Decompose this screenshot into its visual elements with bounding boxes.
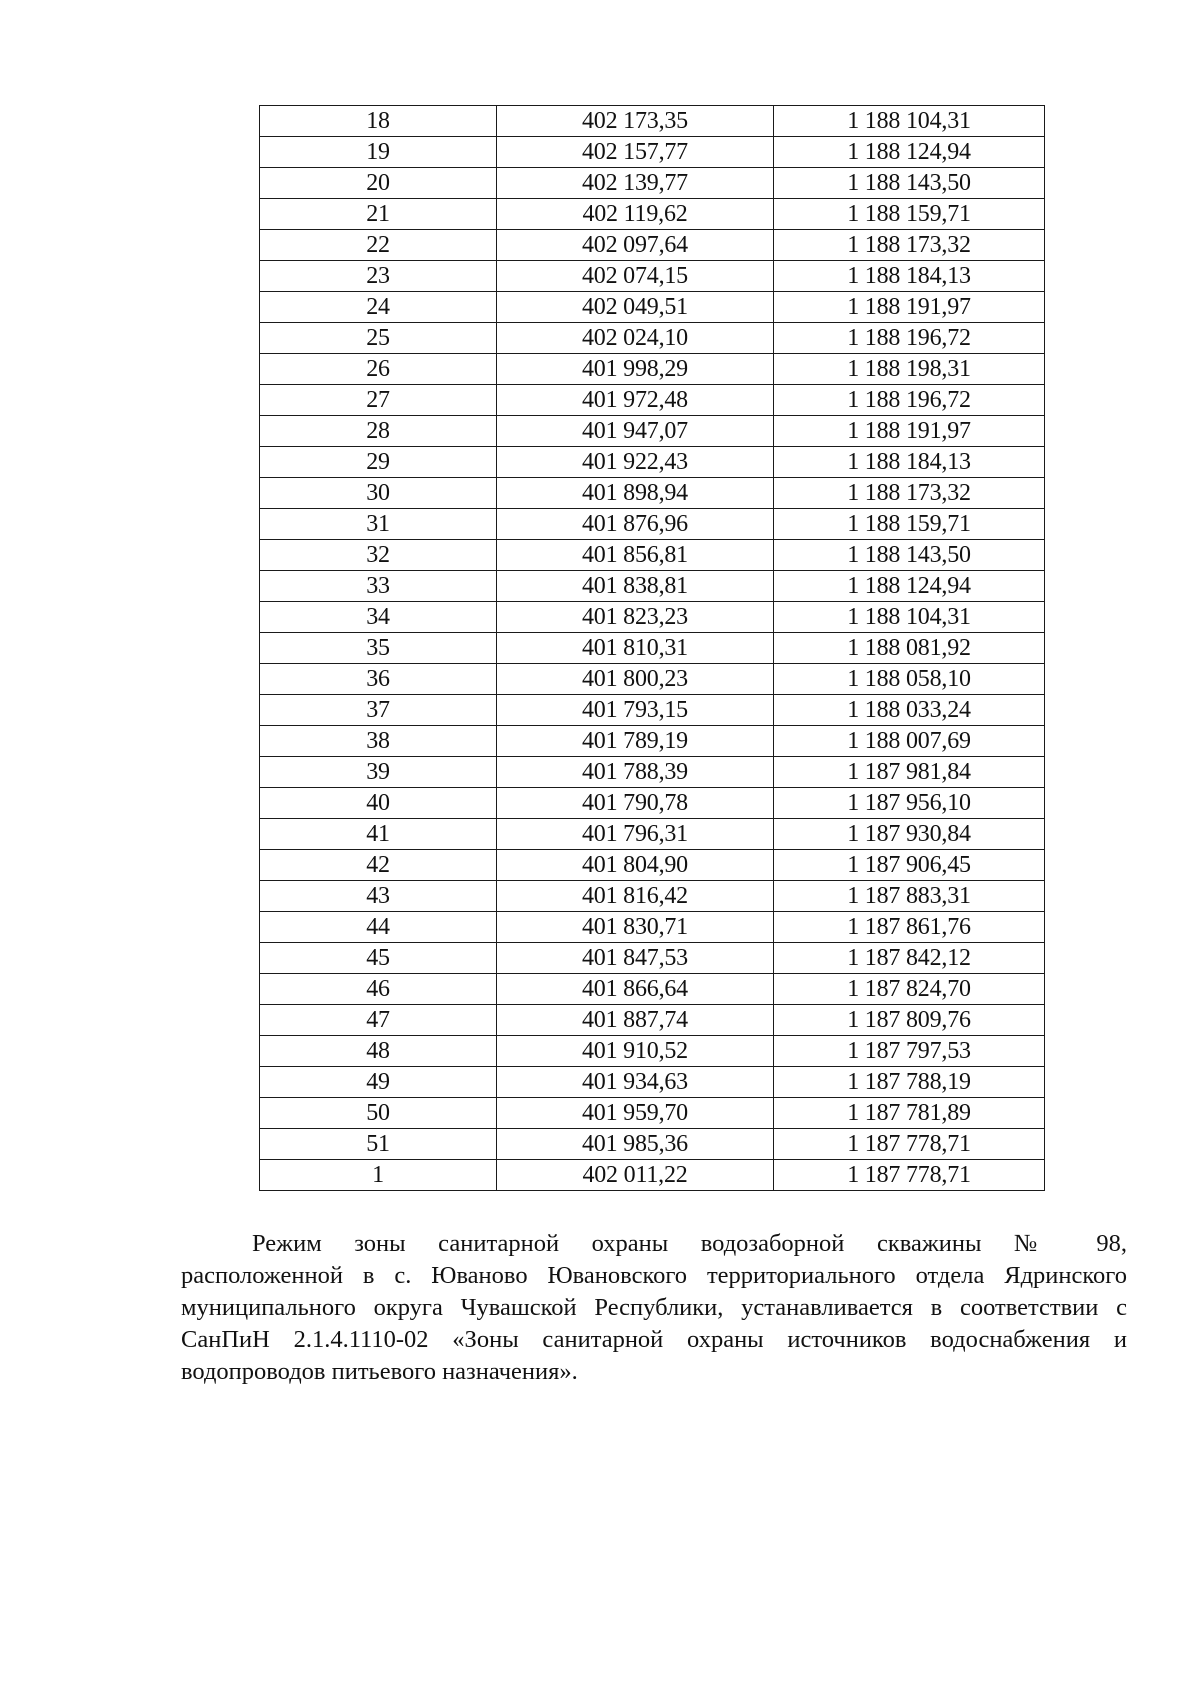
x-coordinate-cell: 401 947,07 (497, 416, 774, 447)
x-coordinate-cell: 401 796,31 (497, 819, 774, 850)
x-coordinate-cell: 402 097,64 (497, 230, 774, 261)
table-row (260, 695, 1045, 726)
y-coordinate-cell: 1 187 788,19 (774, 1067, 1045, 1098)
table-row (260, 137, 1045, 168)
table-row (260, 1005, 1045, 1036)
point-number-cell: 35 (260, 633, 497, 664)
y-coordinate-cell: 1 188 159,71 (774, 199, 1045, 230)
y-coordinate-cell: 1 188 104,31 (774, 602, 1045, 633)
y-coordinate-cell: 1 187 778,71 (774, 1160, 1045, 1191)
x-coordinate-cell: 401 985,36 (497, 1129, 774, 1160)
y-coordinate-cell: 1 188 058,10 (774, 664, 1045, 695)
point-number-cell: 45 (260, 943, 497, 974)
paragraph-line: водопроводов питьевого назначения». (181, 1358, 578, 1385)
point-number-cell: 43 (260, 881, 497, 912)
y-coordinate-cell: 1 188 173,32 (774, 230, 1045, 261)
paragraph-line (181, 1228, 1127, 1260)
y-coordinate-cell: 1 188 184,13 (774, 261, 1045, 292)
x-coordinate-cell: 401 800,23 (497, 664, 774, 695)
table-row (260, 106, 1045, 137)
y-coordinate-cell: 1 188 191,97 (774, 292, 1045, 323)
table-row (260, 1160, 1045, 1191)
y-coordinate-cell: 1 187 883,31 (774, 881, 1045, 912)
paragraph-line: расположенной в с. Юваново Ювановского территориального отдела Ядринского (181, 1262, 1127, 1289)
y-coordinate-cell: 1 187 956,10 (774, 788, 1045, 819)
y-coordinate-cell: 1 188 184,13 (774, 447, 1045, 478)
y-coordinate-cell: 1 188 124,94 (774, 571, 1045, 602)
x-coordinate-cell: 401 910,52 (497, 1036, 774, 1067)
table-row (260, 292, 1045, 323)
point-number-cell: 22 (260, 230, 497, 261)
point-number-cell: 40 (260, 788, 497, 819)
point-number-cell: 25 (260, 323, 497, 354)
x-coordinate-cell: 401 804,90 (497, 850, 774, 881)
table-row (260, 261, 1045, 292)
point-number-cell: 24 (260, 292, 497, 323)
y-coordinate-cell: 1 188 081,92 (774, 633, 1045, 664)
table-row (260, 354, 1045, 385)
table-row (260, 571, 1045, 602)
table-row (260, 664, 1045, 695)
point-number-cell: 42 (260, 850, 497, 881)
point-number-cell: 46 (260, 974, 497, 1005)
y-coordinate-cell: 1 188 104,31 (774, 106, 1045, 137)
point-number-cell: 48 (260, 1036, 497, 1067)
y-coordinate-cell: 1 188 143,50 (774, 540, 1045, 571)
table-row (260, 199, 1045, 230)
x-coordinate-cell: 401 972,48 (497, 385, 774, 416)
y-coordinate-cell: 1 188 007,69 (774, 726, 1045, 757)
point-number-cell: 19 (260, 137, 497, 168)
table-row (260, 974, 1045, 1005)
table-row (260, 602, 1045, 633)
y-coordinate-cell: 1 188 196,72 (774, 385, 1045, 416)
point-number-cell: 21 (260, 199, 497, 230)
x-coordinate-cell: 401 876,96 (497, 509, 774, 540)
table-row (260, 850, 1045, 881)
y-coordinate-cell: 1 188 173,32 (774, 478, 1045, 509)
y-coordinate-cell: 1 187 809,76 (774, 1005, 1045, 1036)
table-row (260, 385, 1045, 416)
y-coordinate-cell: 1 188 196,72 (774, 323, 1045, 354)
x-coordinate-cell: 401 810,31 (497, 633, 774, 664)
x-coordinate-cell: 402 024,10 (497, 323, 774, 354)
x-coordinate-cell: 402 173,35 (497, 106, 774, 137)
table-row (260, 416, 1045, 447)
coordinates-table-body (260, 106, 1045, 1191)
y-coordinate-cell: 1 187 861,76 (774, 912, 1045, 943)
point-number-cell: 30 (260, 478, 497, 509)
point-number-cell: 29 (260, 447, 497, 478)
x-coordinate-cell: 401 998,29 (497, 354, 774, 385)
y-coordinate-cell: 1 188 191,97 (774, 416, 1045, 447)
point-number-cell: 39 (260, 757, 497, 788)
table-row (260, 509, 1045, 540)
x-coordinate-cell: 401 922,43 (497, 447, 774, 478)
point-number-cell: 31 (260, 509, 497, 540)
y-coordinate-cell: 1 187 906,45 (774, 850, 1045, 881)
coordinates-table (259, 105, 1045, 1191)
table-row (260, 1036, 1045, 1067)
y-coordinate-cell: 1 188 159,71 (774, 509, 1045, 540)
table-row (260, 726, 1045, 757)
point-number-cell: 28 (260, 416, 497, 447)
table-row (260, 1129, 1045, 1160)
x-coordinate-cell: 401 856,81 (497, 540, 774, 571)
x-coordinate-cell: 401 788,39 (497, 757, 774, 788)
table-row (260, 540, 1045, 571)
point-number-cell: 37 (260, 695, 497, 726)
y-coordinate-cell: 1 187 824,70 (774, 974, 1045, 1005)
sanitary-zone-paragraph (181, 1228, 1127, 1388)
table-row (260, 819, 1045, 850)
x-coordinate-cell: 401 816,42 (497, 881, 774, 912)
x-coordinate-cell: 402 011,22 (497, 1160, 774, 1191)
point-number-cell: 33 (260, 571, 497, 602)
table-row (260, 633, 1045, 664)
x-coordinate-cell: 402 157,77 (497, 137, 774, 168)
table-row (260, 168, 1045, 199)
point-number-cell: 38 (260, 726, 497, 757)
y-coordinate-cell: 1 187 842,12 (774, 943, 1045, 974)
paragraph-line: муниципального округа Чувашской Республики, устанавливается в соответствии с (181, 1294, 1127, 1321)
table-row (260, 447, 1045, 478)
x-coordinate-cell: 401 830,71 (497, 912, 774, 943)
point-number-cell: 47 (260, 1005, 497, 1036)
point-number-cell: 26 (260, 354, 497, 385)
table-row (260, 1098, 1045, 1129)
table-row (260, 323, 1045, 354)
x-coordinate-cell: 402 049,51 (497, 292, 774, 323)
y-coordinate-cell: 1 188 143,50 (774, 168, 1045, 199)
x-coordinate-cell: 401 847,53 (497, 943, 774, 974)
point-number-cell: 49 (260, 1067, 497, 1098)
y-coordinate-cell: 1 187 797,53 (774, 1036, 1045, 1067)
x-coordinate-cell: 401 838,81 (497, 571, 774, 602)
y-coordinate-cell: 1 188 124,94 (774, 137, 1045, 168)
y-coordinate-cell: 1 187 781,89 (774, 1098, 1045, 1129)
y-coordinate-cell: 1 187 981,84 (774, 757, 1045, 788)
point-number-cell: 23 (260, 261, 497, 292)
x-coordinate-cell: 401 887,74 (497, 1005, 774, 1036)
x-coordinate-cell: 401 823,23 (497, 602, 774, 633)
x-coordinate-cell: 401 793,15 (497, 695, 774, 726)
point-number-cell: 50 (260, 1098, 497, 1129)
x-coordinate-cell: 401 898,94 (497, 478, 774, 509)
table-row (260, 881, 1045, 912)
x-coordinate-cell: 401 790,78 (497, 788, 774, 819)
table-row (260, 1067, 1045, 1098)
table-row (260, 943, 1045, 974)
y-coordinate-cell: 1 187 778,71 (774, 1129, 1045, 1160)
x-coordinate-cell: 401 866,64 (497, 974, 774, 1005)
point-number-cell: 36 (260, 664, 497, 695)
table-row (260, 788, 1045, 819)
point-number-cell: 18 (260, 106, 497, 137)
y-coordinate-cell: 1 187 930,84 (774, 819, 1045, 850)
x-coordinate-cell: 401 789,19 (497, 726, 774, 757)
paragraph-line-text: Режим зоны санитарной охраны водозаборной скважины № 98, (252, 1230, 1127, 1257)
point-number-cell: 1 (260, 1160, 497, 1191)
point-number-cell: 20 (260, 168, 497, 199)
x-coordinate-cell: 401 959,70 (497, 1098, 774, 1129)
x-coordinate-cell: 401 934,63 (497, 1067, 774, 1098)
table-row (260, 478, 1045, 509)
table-row (260, 912, 1045, 943)
table-row (260, 757, 1045, 788)
point-number-cell: 34 (260, 602, 497, 633)
x-coordinate-cell: 402 119,62 (497, 199, 774, 230)
point-number-cell: 41 (260, 819, 497, 850)
point-number-cell: 32 (260, 540, 497, 571)
point-number-cell: 51 (260, 1129, 497, 1160)
x-coordinate-cell: 402 074,15 (497, 261, 774, 292)
point-number-cell: 27 (260, 385, 497, 416)
y-coordinate-cell: 1 188 198,31 (774, 354, 1045, 385)
x-coordinate-cell: 402 139,77 (497, 168, 774, 199)
table-row (260, 230, 1045, 261)
point-number-cell: 44 (260, 912, 497, 943)
paragraph-line: СанПиН 2.1.4.1110-02 «Зоны санитарной охраны источников водоснабжения и (181, 1326, 1127, 1353)
y-coordinate-cell: 1 188 033,24 (774, 695, 1045, 726)
